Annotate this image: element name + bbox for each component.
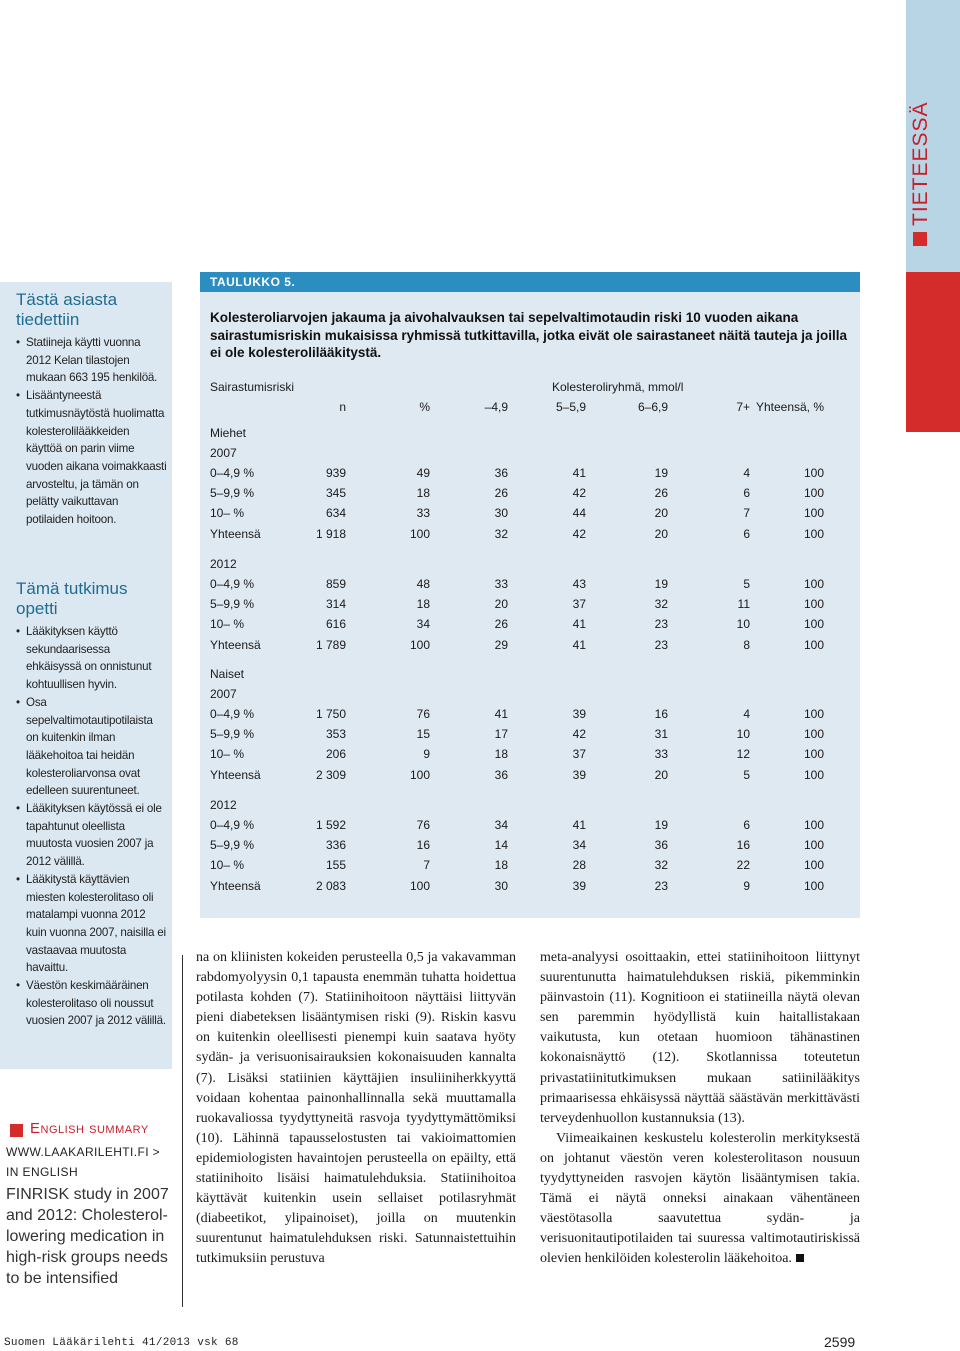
table-cell: 19 bbox=[654, 818, 668, 832]
table-cell: 12 bbox=[736, 747, 750, 762]
body-paragraph-end bbox=[540, 1129, 860, 1270]
table-cell: 36 bbox=[654, 838, 668, 853]
row-label: 10– % bbox=[210, 617, 245, 632]
row-label: 5–9,9 % bbox=[210, 727, 255, 742]
row-label: 0–4,9 % bbox=[210, 577, 255, 591]
table-cell: 2 083 bbox=[315, 878, 346, 893]
table-cell: 100 bbox=[803, 637, 824, 652]
table-cell: 26 bbox=[494, 617, 508, 632]
table-cell: 11 bbox=[737, 597, 750, 612]
row-label: 0–4,9 % bbox=[210, 818, 255, 832]
table-cell: 34 bbox=[572, 838, 586, 853]
table-cell: 37 bbox=[572, 747, 586, 762]
group-label: Miehet bbox=[210, 426, 247, 440]
table-cell: 4 bbox=[743, 707, 750, 721]
risk-header: Sairastumisriski bbox=[210, 380, 295, 394]
table-cell: 32 bbox=[494, 526, 508, 541]
body-paragraph-text: Viimeaikainen keskustelu kolesterolin merkityksestä on johtanut väestön veren kolesterolitason nousuun tyydyttyneiden rasvojen käytön lisääntymisen takia. Tämä ei näytä onneksi ainakaan vähentäneen väestötasolla saavutettua sydän- ja verisuonitautipotilaiden tai suuressa valtimotautiriskissä olevien henkilöiden kolesterolin lääkehoitoa. bbox=[540, 1130, 860, 1267]
list-item: • Statiineja käytti vuonna 2012 Kelan tilastojen mukaan 663 195 henkilöä. bbox=[16, 334, 168, 387]
table-cell: 1 918 bbox=[315, 526, 346, 541]
column-header: –4,9 bbox=[484, 400, 508, 414]
table-cell: 44 bbox=[572, 506, 586, 521]
section-label-text: TIETEESSÄ bbox=[909, 101, 932, 226]
table-cell: 155 bbox=[325, 858, 346, 873]
table-cell: 314 bbox=[325, 597, 346, 612]
table-cell: 76 bbox=[416, 707, 430, 721]
table-cell: 100 bbox=[803, 707, 824, 721]
known-heading: Tästä asiasta tiedettiin bbox=[16, 290, 118, 329]
year-label: 2012 bbox=[210, 798, 237, 812]
row-label: 5–9,9 % bbox=[210, 597, 255, 612]
section-label bbox=[906, 0, 960, 272]
year-label: 2007 bbox=[210, 687, 237, 701]
table-cell: 100 bbox=[409, 767, 430, 782]
table-cell: 33 bbox=[654, 747, 668, 762]
table-cell: 41 bbox=[572, 637, 586, 652]
group-label: Naiset bbox=[210, 667, 245, 681]
row-label: 5–9,9 % bbox=[210, 838, 255, 853]
table-cell: 49 bbox=[416, 466, 430, 480]
table-cell: 100 bbox=[803, 838, 824, 853]
table-cell: 353 bbox=[325, 727, 346, 742]
table-cell: 5 bbox=[743, 767, 750, 782]
row-label: 5–9,9 % bbox=[210, 486, 255, 501]
table-cell: 41 bbox=[494, 707, 508, 721]
row-label: 10– % bbox=[210, 506, 245, 521]
list-item: • Lääkitystä käyttävien miesten kolesterolitaso oli matalampi vuonna 2012 kuin vuonna 2007, naisilla ei vastaavaa muutosta havaittu. bbox=[16, 871, 168, 977]
table-cell: 1 750 bbox=[315, 707, 346, 721]
group-header: Kolesteroliryhmä, mmol/l bbox=[552, 380, 684, 394]
table-cell: 16 bbox=[416, 838, 430, 853]
row-label: 0–4,9 % bbox=[210, 707, 255, 721]
table-cell: 28 bbox=[572, 858, 586, 873]
row-label: Yhteensä bbox=[210, 878, 261, 893]
table-cell: 20 bbox=[654, 767, 668, 782]
table-cell: 34 bbox=[416, 617, 430, 632]
table-cell: 48 bbox=[416, 577, 430, 591]
table-cell: 100 bbox=[803, 617, 824, 632]
table-cell: 4 bbox=[743, 466, 750, 480]
table-cell: 100 bbox=[803, 818, 824, 832]
list-item: • Lääkityksen käyttö sekundaarisessa ehkäisyssä on onnistunut kohtuullisen hyvin. bbox=[16, 623, 168, 694]
section-square-icon bbox=[913, 232, 927, 246]
table-cell: 9 bbox=[423, 747, 430, 762]
table-cell: 14 bbox=[494, 838, 508, 853]
table-cell: 100 bbox=[803, 526, 824, 541]
table-cell: 32 bbox=[654, 858, 668, 873]
summary-square-icon bbox=[10, 1124, 23, 1137]
english-summary-link[interactable]: WWW.LAAKARILEHTI.FI > IN ENGLISH bbox=[6, 1145, 161, 1179]
table-cell: 33 bbox=[416, 506, 430, 521]
table-cell: 37 bbox=[572, 597, 586, 612]
table-cell: 2 309 bbox=[315, 767, 346, 782]
row-label: Yhteensä bbox=[210, 767, 261, 782]
table-cell: 16 bbox=[736, 838, 750, 853]
table-cell: 19 bbox=[654, 577, 668, 591]
table-cell: 10 bbox=[736, 727, 750, 742]
row-label: 10– % bbox=[210, 858, 245, 873]
list-item: • Väestön keskimääräinen kolesterolitaso oli noussut vuosien 2007 ja 2012 välillä. bbox=[16, 977, 168, 1030]
table-cell: 5 bbox=[743, 577, 750, 591]
table-cell: 30 bbox=[494, 506, 508, 521]
table-cell: 100 bbox=[803, 506, 824, 521]
table-cell: 336 bbox=[325, 838, 346, 853]
column-header: 7+ bbox=[736, 400, 750, 414]
study-list bbox=[16, 623, 168, 1030]
table-cell: 29 bbox=[494, 637, 508, 652]
list-item: • Lisääntyneestä tutkimusnäytöstä huolimatta kolesterolilääkkeiden käyttöä on parin viime vuoden aikana voimakkaasti arvosteltu, ja tämän on pelätty vaikuttavan potilaiden hoitoon. bbox=[16, 387, 168, 529]
table-cell: 18 bbox=[494, 747, 508, 762]
table-cell: 19 bbox=[654, 466, 668, 480]
table-cell: 9 bbox=[743, 878, 750, 893]
study-heading: Tämä tutkimus opetti bbox=[16, 579, 128, 618]
table-cell: 6 bbox=[743, 526, 750, 541]
column-divider bbox=[182, 955, 183, 1307]
table-cell: 23 bbox=[654, 878, 668, 893]
table-cell: 206 bbox=[325, 747, 346, 762]
table-cell: 36 bbox=[494, 466, 508, 480]
column-header: 6–6,9 bbox=[637, 400, 668, 414]
table-cell: 100 bbox=[803, 767, 824, 782]
table-cell: 100 bbox=[409, 878, 430, 893]
table-cell: 41 bbox=[572, 466, 586, 480]
table-cell: 39 bbox=[572, 767, 586, 782]
table-cell: 26 bbox=[654, 486, 668, 501]
table-cell: 1 592 bbox=[315, 818, 346, 832]
table-title: Kolesteroliarvojen jakauma ja aivohalvauksen tai sepelvaltimotaudin riski 10 vuoden aikana sairastumisriskin mukaisissa ryhmissä tutkittavilla, jotka eivät ole sairastaneet näitä tauteja ja joilla ei ole kolesterolilääkitystä. bbox=[210, 310, 848, 360]
table-cell: 15 bbox=[416, 727, 430, 742]
english-summary-body: FINRISK study in 2007 and 2012: Cholesterol-lowering medication in high-risk groups needs to be intensified bbox=[6, 1186, 169, 1287]
table-cell: 100 bbox=[409, 526, 430, 541]
column-header: % bbox=[419, 400, 430, 414]
table-cell: 345 bbox=[325, 486, 346, 501]
table-cell: 100 bbox=[803, 577, 824, 591]
table-cell: 100 bbox=[803, 597, 824, 612]
table-cell: 32 bbox=[654, 597, 668, 612]
table-cell: 100 bbox=[803, 486, 824, 501]
list-item: • Lääkityksen käytössä ei ole tapahtunut oleellista muutosta vuosien 2007 ja 2012 välillä. bbox=[16, 800, 168, 871]
body-paragraph: meta-analyysi osoittaakin, ettei statiinihoitoon liittynyt suurentunutta haimatulehduksen riskiä, pikemminkin päinvastoin (11). Kognitioon ei statiineilla näytä olevan sen paremmin hyödyllistä kuin haitallistakaan vaikutusta, kun otetaan huomioon tähänastinen kokonaisnäyttö (12). Skotlannissa toteutetun privastatiinitutkimuksen mukaan satiinilääkitys primaarisessa ehkäisyssä näyttää säästävän merkittävästi terveydenhuollon kustannuksia (13). bbox=[540, 950, 860, 1126]
table-cell: 100 bbox=[803, 727, 824, 742]
table-cell: 41 bbox=[572, 818, 586, 832]
body-column-1 bbox=[196, 948, 516, 1270]
table-cell: 20 bbox=[654, 506, 668, 521]
journal-footer: Suomen Lääkärilehti 41/2013 vsk 68 bbox=[4, 1337, 239, 1349]
table-cell: 36 bbox=[494, 767, 508, 782]
table-cell: 100 bbox=[803, 858, 824, 873]
table-cell: 76 bbox=[416, 818, 430, 832]
table-cell: 22 bbox=[736, 858, 750, 873]
row-label: Yhteensä bbox=[210, 526, 261, 541]
table-cell: 100 bbox=[409, 637, 430, 652]
table-cell: 16 bbox=[654, 707, 668, 721]
table-cell: 10 bbox=[736, 617, 750, 632]
table-cell: 42 bbox=[572, 727, 586, 742]
body-paragraph: na on kliinisten kokeiden perusteella 0,5 ja vakavamman rabdomyolyysin 0,1 tapausta enemmän tuhatta hoidettua potilasta kohden (7). Statiinihoitoon näyttäisi liittyvän pieni diabeteksen lisääntymisen riski (9). Riskin kasvu on kuitenkin oleellisesti pienempi kuin saatava hyöty sydän- ja verisuonisairauksien kokonaisuuden kannalta (7). Lisäksi statiinien käyttäjien insuliiniherkkyyttä voidaan kohentaa painonhallinnalla sekä muuttamalla ruokavaliossa tyydyttyneitä rasvoja tyydyttymättömiksi (10). Lähinnä tapausselostusten tai vakioimattomien epidemiologisten havaintojen perusteella on epäilty, että statiinihoito lisäisi haimatulehduksia. Statiinihoitoa käyttävät kuitenkin usein sellaiset potilasryhmät (diabeetikot, ylipainoiset), joilla on muutenkin suurentunut haimatulehduksen riski. Satunnaistettuihin tutkimuksiin perustuva bbox=[196, 950, 516, 1267]
table-cell: 6 bbox=[743, 486, 750, 501]
sidebar-box bbox=[0, 282, 172, 1069]
column-header: n bbox=[339, 400, 346, 414]
table-cell: 1 789 bbox=[315, 637, 346, 652]
table-cell: 939 bbox=[325, 466, 346, 480]
table-cell: 26 bbox=[494, 486, 508, 501]
table-cell: 34 bbox=[494, 818, 508, 832]
table-cell: 18 bbox=[494, 858, 508, 873]
column-header: 5–5,9 bbox=[555, 400, 586, 414]
table-cell: 8 bbox=[743, 637, 750, 652]
row-label: 10– % bbox=[210, 747, 245, 762]
table-cell: 18 bbox=[416, 486, 430, 501]
table-cell: 616 bbox=[325, 617, 346, 632]
row-label: Yhteensä bbox=[210, 637, 261, 652]
row-label: 0–4,9 % bbox=[210, 466, 255, 480]
table-tag-label: TAULUKKO 5. bbox=[210, 275, 296, 289]
table-cell: 20 bbox=[654, 526, 668, 541]
table-cell: 18 bbox=[416, 597, 430, 612]
table-tag bbox=[200, 272, 860, 292]
table-cell: 23 bbox=[654, 637, 668, 652]
table-cell: 7 bbox=[423, 858, 430, 873]
table-cell: 859 bbox=[325, 577, 346, 591]
table-cell: 100 bbox=[803, 747, 824, 762]
table-cell: 42 bbox=[572, 486, 586, 501]
known-list bbox=[16, 334, 168, 529]
table-cell: 39 bbox=[572, 707, 586, 721]
table-cell: 100 bbox=[803, 878, 824, 893]
table-cell: 42 bbox=[572, 526, 586, 541]
table-cell: 30 bbox=[494, 878, 508, 893]
list-item: • Osa sepelvaltimotautipotilaista on kuitenkin ilman lääkehoitoa tai heidän kolesteroliarvonsa ovat edelleen suurentuneet. bbox=[16, 694, 168, 800]
table-cell: 39 bbox=[572, 878, 586, 893]
table-cell: 634 bbox=[325, 506, 346, 521]
table-cell: 31 bbox=[654, 727, 668, 742]
table-cell: 100 bbox=[803, 466, 824, 480]
english-summary-title: English summary bbox=[30, 1120, 149, 1137]
column-header: Yhteensä, % bbox=[755, 400, 824, 414]
table-cell: 33 bbox=[494, 577, 508, 591]
table-cell: 6 bbox=[743, 818, 750, 832]
table-cell: 17 bbox=[494, 727, 508, 742]
end-mark-icon bbox=[796, 1254, 804, 1262]
table-cell: 20 bbox=[494, 597, 508, 612]
table-cell: 7 bbox=[743, 506, 750, 521]
edge-accent-bar bbox=[906, 272, 960, 432]
table-cell: 41 bbox=[572, 617, 586, 632]
year-label: 2012 bbox=[210, 557, 237, 571]
table-cell: 23 bbox=[654, 617, 668, 632]
body-column-2 bbox=[540, 948, 860, 1270]
year-label: 2007 bbox=[210, 446, 237, 460]
page-number: 2599 bbox=[824, 1334, 856, 1350]
table-cell: 43 bbox=[572, 577, 586, 591]
